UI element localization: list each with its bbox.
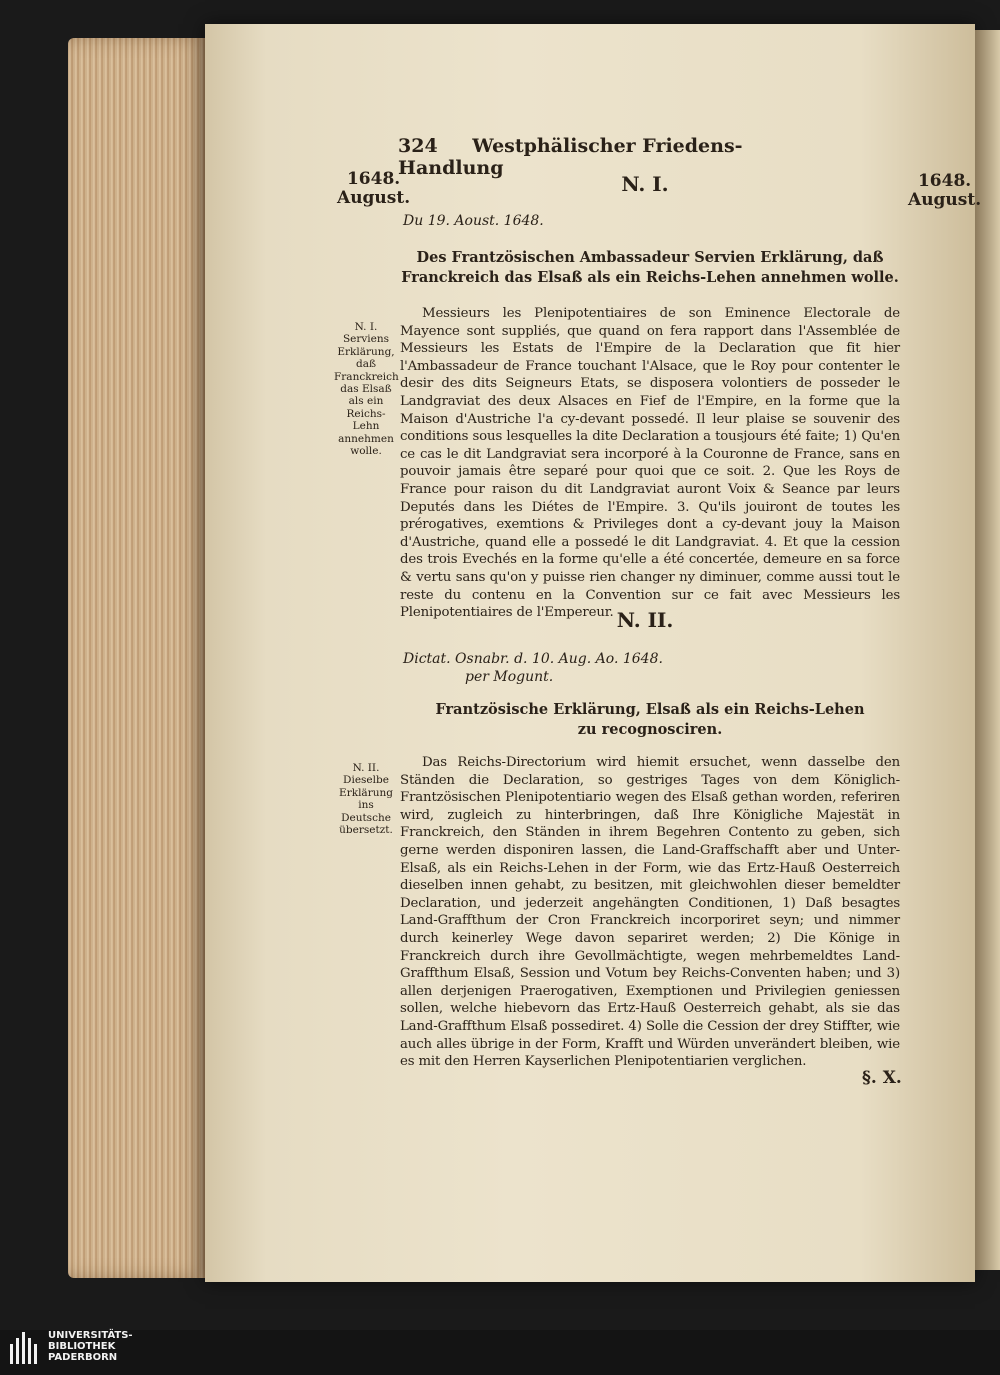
section-number: N. I. [621, 172, 669, 196]
library-logo-icon [10, 1330, 42, 1364]
page-number: 324 [398, 135, 438, 157]
section-number: N. II. [616, 608, 674, 632]
margin-year: 1648. [346, 169, 401, 189]
margin-year: 1648. [917, 171, 972, 191]
section-body-text: Das Reichs-Directorium wird hiemit ersuchet, wenn dasselbe den Ständen die Declaration, so gestriges Tages von dem Königlich-Frantzösischen Plenipotentiario wegen des Elsaß gethan worden, referiren wird, zugleich zu hinterbringen, daß Ihre Königliche Majestät in Franckreich, den Ständen in ihrem Begehren Contento zu geben, sich gerne werden disponiren lassen, die Land-Graffschafft aber und Unter-Elsaß, als ein Reichs-Lehen in der Form, wie das Ertz-Hauß Oesterreich dieselben innen gehabt, zu besitzen, mit gleichwohlen dieser bemeldter Declaration, und jederzeit angehängten Conditionen, 1) Daß besagtes Land-Graffthum der Cron Franckreich incorporiret seyn; und nimmer durch keinerley Wege davon separiret werden; 2) Die Könige in Franckreich durch ihre Gevollmächtigte, wegen mehrbemeldtes Land-Graffthum Elsaß, Session und Votum bey Reichs-Conventen haben; und 3) allen derjenigen Praerogativen, Exemptionen und Privilegien geniessen sollen, welche hiebevorn das Ertz-Hauß Oesterreich gehabt, als sie das Land-Graffthum Elsaß possediret. 4) Solle die Cession der drey Stiffter, wie auch alles übrige in der Form, Krafft und Würden unverändert bleiben, wie es mit den Herren Kayserlichen Plenipotentiarien verglichen. [400, 755, 900, 1070]
running-header [398, 135, 798, 179]
margin-month: August. [337, 188, 411, 208]
catchword: §. X. [862, 1068, 902, 1088]
library-logo-text: UNIVERSITÄTS- BIBLIOTHEK PADERBORN [48, 1330, 133, 1363]
dateline-line: per Mogunt. [465, 669, 554, 685]
facing-page-edge [975, 30, 1000, 1270]
section-dateline: Du 19. Aoust. 1648. [403, 213, 544, 229]
footer-bar [0, 1330, 1000, 1375]
margin-note: N. I. Serviens Erklärung, daß Franckreich das Elsaß als ein Reichs-Lehn annehmen wolle. [334, 321, 399, 458]
section-title: Des Frantzösischen Ambassadeur Servien Erklärung, daß Franckreich das Elsaß als ein Reichs-Lehen annehmen wolle. [401, 249, 899, 286]
section-body-text: Messieurs les Plenipotentiaires de son Eminence Electorale de Mayence sont suppliés, que quand on fera rapport dans l'Assemblée de Messieurs les Estats de l'Empire de la Declaration que fit hier l'Ambassadeur de France touchant l'Alsace, que le Roy pour contenter le desir des dits Seigneurs Etats, se disposera volontiers de posseder le Landgraviat des deux Alsaces en Fief de l'Empire, en la forme que la Maison d'Austriche l'a cy-devant possedé. Il leur plaise se souvenir des conditions sous lesquelles la dite Declaration a tousjours été faite; 1) Qu'en ce cas le dit Landgraviat sera incorporé à la Couronne de France, sans en pouvoir jamais être separé pour quoi que ce soit. 2. Que les Roys de France pour raison du dit Landgraviat auront Voix & Seance par leurs Deputés dans les Diétes de l'Empire. 3. Qu'ils jouiront de toutes les prérogatives, exemtions & Privileges dont a cy-devant jouy la Maison d'Austriche, quand elle a possedé le dit Landgraviat. 4. Et que la cession des trois Evechés en la forme qu'elle a été concertée, demeure en sa force & vertu sans qu'on y puisse rien changer ny diminuer, comme aussi tout le reste du contenu en la Convention sur ce fait avec Messieurs les Plenipotentiaires de l'Empereur. [400, 306, 900, 621]
margin-month: August. [908, 190, 982, 210]
dateline-line: Dictat. Osnabr. d. 10. Aug. Ao. 1648. [403, 651, 663, 667]
book-page-edges [68, 38, 208, 1278]
margin-note: N. II. Dieselbe Erklärung ins Deutsche übersetzt. [339, 762, 393, 837]
section-title: Frantzösische Erklärung, Elsaß als ein Reichs-Lehen zu recognosciren. [435, 701, 865, 738]
margin-year-right [908, 172, 981, 210]
section-dateline [403, 650, 663, 686]
margin-year-left [337, 170, 410, 208]
running-title: Westphälischer Friedens-Handlung [398, 135, 743, 179]
